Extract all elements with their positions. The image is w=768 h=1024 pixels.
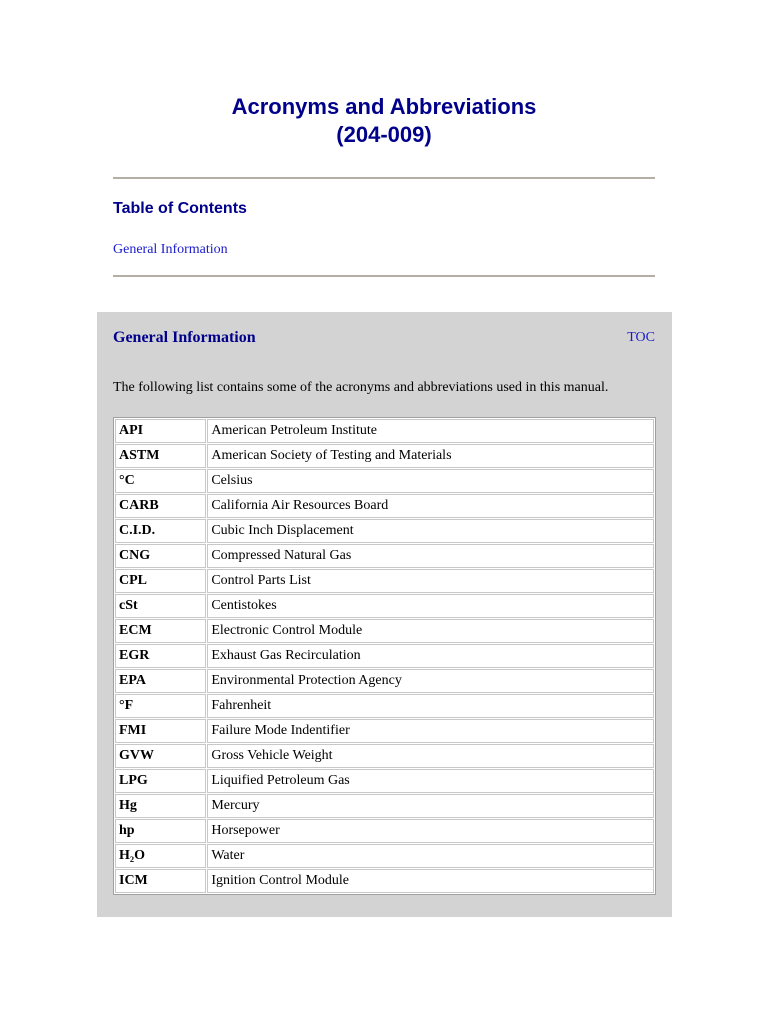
table-row xyxy=(115,569,654,593)
top-divider xyxy=(113,177,655,179)
meaning-cell: American Petroleum Institute xyxy=(207,419,654,443)
table-row xyxy=(115,494,654,518)
table-row xyxy=(115,519,654,543)
meaning-cell: Fahrenheit xyxy=(207,694,654,718)
abbreviations-table-body xyxy=(115,419,654,893)
meaning-cell: Cubic Inch Displacement xyxy=(207,519,654,543)
meaning-cell: Centistokes xyxy=(207,594,654,618)
meaning-cell: Electronic Control Module xyxy=(207,619,654,643)
table-row xyxy=(115,819,654,843)
abbreviation-cell: hp xyxy=(115,819,206,843)
table-row xyxy=(115,669,654,693)
toc-link-general-information[interactable]: General Information xyxy=(113,242,228,257)
abbreviation-cell: LPG xyxy=(115,769,206,793)
abbreviation-cell: CARB xyxy=(115,494,206,518)
table-row xyxy=(115,419,654,443)
table-row xyxy=(115,694,654,718)
meaning-cell: Liquified Petroleum Gas xyxy=(207,769,654,793)
meaning-cell: Ignition Control Module xyxy=(207,869,654,893)
abbreviation-cell: ECM xyxy=(115,619,206,643)
table-row xyxy=(115,619,654,643)
meaning-cell: Exhaust Gas Recirculation xyxy=(207,644,654,668)
page-title-line-2: (204-009) xyxy=(336,122,432,147)
abbreviation-cell: Hg xyxy=(115,794,206,818)
meaning-cell: Environmental Protection Agency xyxy=(207,669,654,693)
section-intro: The following list contains some of the acronyms and abbreviations used in this manual. xyxy=(113,380,609,395)
meaning-cell: Gross Vehicle Weight xyxy=(207,744,654,768)
meaning-cell: Water xyxy=(207,844,654,868)
abbreviation-cell: API xyxy=(115,419,206,443)
meaning-cell: Horsepower xyxy=(207,819,654,843)
section-title: General Information xyxy=(113,329,256,346)
abbreviation-cell: C.I.D. xyxy=(115,519,206,543)
abbreviation-cell: ASTM xyxy=(115,444,206,468)
page-title xyxy=(0,93,768,149)
abbreviation-cell: ICM xyxy=(115,869,206,893)
abbreviation-cell: EGR xyxy=(115,644,206,668)
abbreviation-cell: °C xyxy=(115,469,206,493)
table-row xyxy=(115,744,654,768)
meaning-cell: Celsius xyxy=(207,469,654,493)
page-title-line-1: Acronyms and Abbreviations xyxy=(231,94,537,119)
table-row xyxy=(115,444,654,468)
abbreviation-cell: GVW xyxy=(115,744,206,768)
table-row xyxy=(115,594,654,618)
abbreviation-cell: EPA xyxy=(115,669,206,693)
table-row xyxy=(115,844,654,868)
meaning-cell: Mercury xyxy=(207,794,654,818)
table-row xyxy=(115,794,654,818)
table-row xyxy=(115,644,654,668)
table-row xyxy=(115,719,654,743)
meaning-cell: California Air Resources Board xyxy=(207,494,654,518)
meaning-cell: Failure Mode Indentifier xyxy=(207,719,654,743)
meaning-cell: American Society of Testing and Materials xyxy=(207,444,654,468)
abbreviation-cell: °F xyxy=(115,694,206,718)
table-row xyxy=(115,869,654,893)
table-row xyxy=(115,469,654,493)
abbreviation-cell: CNG xyxy=(115,544,206,568)
abbreviation-cell: FMI xyxy=(115,719,206,743)
meaning-cell: Control Parts List xyxy=(207,569,654,593)
toc-divider xyxy=(113,275,655,277)
abbreviation-cell: cSt xyxy=(115,594,206,618)
toc-heading: Table of Contents xyxy=(113,200,247,217)
table-row xyxy=(115,544,654,568)
toc-back-link[interactable]: TOC xyxy=(627,330,655,345)
table-row xyxy=(115,769,654,793)
abbreviation-cell: H₂O xyxy=(115,844,206,868)
abbreviations-table xyxy=(113,417,656,895)
abbreviation-cell: CPL xyxy=(115,569,206,593)
meaning-cell: Compressed Natural Gas xyxy=(207,544,654,568)
